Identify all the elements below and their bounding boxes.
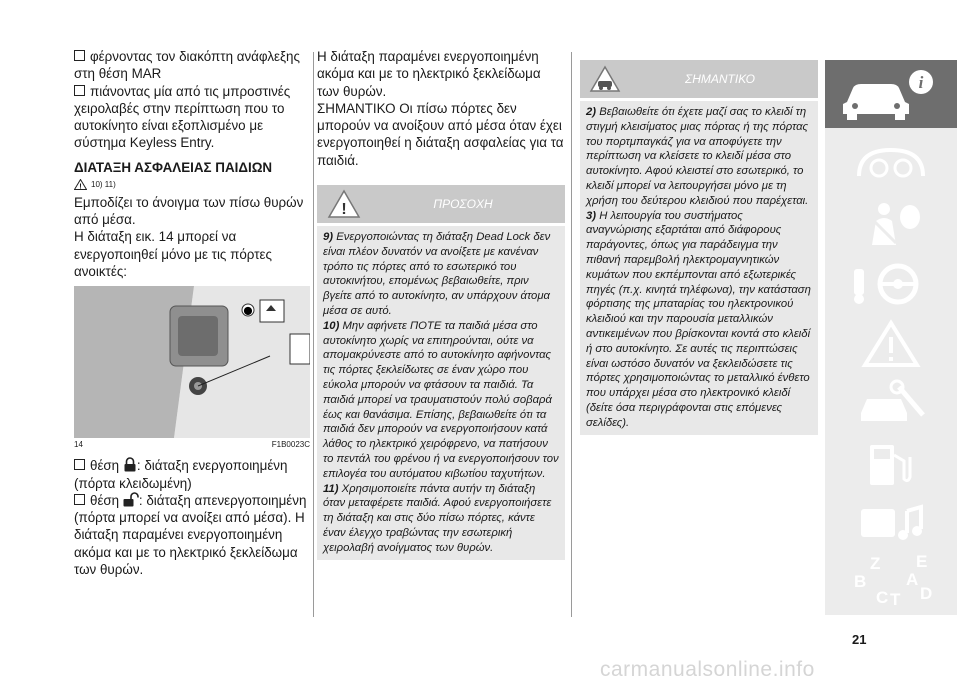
multimedia-icon	[851, 499, 931, 549]
figure-child-lock	[74, 286, 310, 438]
warning-refs	[74, 179, 310, 190]
warning-number: 10)	[323, 319, 340, 332]
figure-code: F1B0023C	[271, 440, 310, 450]
index-letter: A	[906, 570, 919, 589]
paragraph: ΣΗΜΑΝΤΙΚΟ Οι πίσω πόρτες δεν μπορούν να ανοίξουν από μέσα όταν έχει ενεργοποιηθεί η διάταξη ασφαλείας για τα παιδιά.	[317, 100, 564, 168]
sidebar-item-warnings[interactable]	[825, 312, 957, 376]
column-divider	[313, 52, 314, 617]
important-text: Η λειτουργία του συστήματος αναγνώρισης εξαρτάται από διάφορους παράγοντες, όπως για παράδειγμα την πιθανή παρεμβολή ηλεκτρομαγνητικών κυμάτων που εκπέμπονται από εξωτερικές πηγές (π.χ. κινητά τηλέφωνα), την κατάσταση φόρτισης της μπαταρίας του ηλεκτρονικού κλειδιού και την παρουσία μεταλλικών αντικειμένων που βρίσκονται κοντά στο κλειδί ή στο αυτοκίνητο. Σε αυτές τις περιπτώσεις είναι ωστόσο δυνατόν να ξεκλειδώσετε τις πόρτες χρησιμοποιώντας το μεταλλικό ένθετο που υπάρχει μέσα στο ηλεκτρονικό κλειδί (δείτε όσα περιγράφονται στις επόμενες σελίδες).	[586, 209, 811, 429]
list-item	[74, 457, 310, 492]
bullet-prefix: θέση	[90, 492, 120, 508]
list-item	[74, 492, 310, 578]
warning-number: 9)	[323, 231, 334, 244]
index-letter: T	[890, 590, 901, 609]
warning-title: ΠΡΟΣΟΧΗ	[433, 197, 493, 212]
bullet-box-icon	[74, 494, 85, 505]
warning-body	[317, 226, 565, 560]
bullet-box-icon	[74, 85, 85, 96]
warning-item	[323, 319, 559, 482]
car-lift-icon	[588, 64, 622, 94]
column-2	[317, 48, 565, 560]
column-3	[580, 60, 818, 435]
important-item	[586, 209, 812, 431]
padlock-closed-icon	[123, 457, 137, 472]
index-letter: B	[854, 572, 867, 591]
sidebar-item-safety[interactable]	[825, 192, 957, 256]
bullet-text: πιάνοντας μία από τις μπροστινές χειρολαβές στην περίπτωση που το αυτοκίνητο είναι εξοπλισμένο με σύστημα Keyless Entry.	[74, 83, 291, 151]
bullet-prefix: θέση	[90, 458, 120, 474]
warning-triangle-icon	[861, 319, 921, 369]
important-text: Βεβαιωθείτε ότι έχετε μαζί σας το κλειδί τη στιγμή κλεισίματος μιας πόρτας ή της πόρτας του πορτμπαγκάζ για να αποφύγετε την περίπτωση να κλείσετε το κλειδί μέσα στο αυτοκίνητο. Αφού κλειστεί στο εσωτερικό, το κλειδί μπορεί να λειτουργήσει μόνο με τη χρήση του δεύτερου κλειδιού που παρέχεται.	[586, 106, 809, 207]
bullet-box-icon	[74, 50, 85, 61]
warning-triangle-icon	[327, 189, 361, 219]
refs-text: 10) 11)	[91, 179, 116, 189]
important-body	[580, 101, 818, 435]
warning-item	[323, 230, 559, 319]
warning-triangle-icon	[74, 179, 87, 190]
sidebar-item-emergency[interactable]	[825, 372, 957, 436]
important-number: 2)	[586, 106, 597, 118]
column-divider	[571, 52, 572, 617]
paragraph: Η διάταξη εικ. 14 μπορεί να ενεργοποιηθεί μόνο με τις πόρτες ανοικτές:	[74, 229, 272, 279]
important-number: 3)	[586, 209, 597, 222]
index-letter: Z	[870, 554, 881, 573]
index-letters-icon	[836, 551, 946, 609]
steering-wheel-icon	[846, 259, 936, 309]
dashboard-icon	[851, 142, 931, 186]
wrench-car-icon	[851, 379, 931, 429]
important-item	[586, 105, 812, 209]
door-latch-illustration	[74, 286, 310, 438]
index-letter: E	[916, 552, 928, 571]
warning-header	[317, 185, 565, 223]
bullet-text: φέρνοντας τον διακόπτη ανάφλεξης στη θέση MAR	[74, 49, 300, 82]
svg-text:⬤: ⬤	[243, 306, 253, 316]
watermark: carmanualsonline.info	[600, 658, 815, 681]
sidebar-item-index[interactable]	[825, 550, 957, 610]
figure-caption	[74, 440, 310, 449]
important-header	[580, 60, 818, 98]
paragraph: Η διάταξη παραμένει ενεργοποιημένη ακόμα και με το ηλεκτρικό ξεκλείδωμα των θυρών.	[317, 49, 541, 99]
list-item	[74, 83, 310, 152]
bullet-suffix: : διάταξη ενεργοποιημένη (πόρτα κλειδωμένη)	[74, 458, 288, 491]
sidebar-active-tab[interactable]	[825, 60, 957, 128]
page-number: 21	[852, 632, 867, 647]
sidebar-item-starting[interactable]	[825, 252, 957, 316]
figure-number: 14	[74, 440, 83, 450]
padlock-open-icon	[123, 492, 139, 507]
index-letter: D	[920, 584, 933, 603]
section-heading: ΔΙΑΤΑΞΗ ΑΣΦΑΛΕΙΑΣ ΠΑΙΔΙΩΝ	[74, 159, 273, 175]
svg-text:i: i	[918, 73, 924, 92]
seatbelt-airbag-icon	[856, 199, 926, 249]
warning-text: Ενεργοποιώντας τη διάταξη Dead Lock δεν είναι πλέον δυνατόν να ανοίξετε με κανέναν τρόπο τις πόρτες από το εσωτερικό του αυτοκινήτου, επομένως βεβαιωθείτε, πριν βγείτε από το αυτοκίνητο, αν υπάρχουν άτομα μέσα σε αυτό.	[323, 231, 551, 318]
svg-text:!: !	[341, 201, 347, 219]
warning-number: 11)	[323, 482, 339, 495]
column-1	[74, 48, 310, 578]
warning-item	[323, 482, 559, 556]
svg-text:!: !	[79, 183, 82, 190]
list-item	[74, 48, 310, 83]
bullet-suffix: : διάταξη απενεργοποιημένη (πόρτα μπορεί να ανοίξει από μέσα). Η διάταξη παραμένει ενεργοποιημένη ακόμα και με το ηλεκτρικό ξεκλείδωμα των θυρών.	[74, 492, 307, 578]
paragraph: Εμποδίζει το άνοιγμα των πίσω θυρών από μέσα.	[74, 194, 304, 228]
sidebar-item-maintenance[interactable]	[825, 432, 957, 496]
warning-text: Χρησιμοποιείτε πάντα αυτήν τη διάταξη όταν μεταφέρετε παιδιά. Αφού ενεργοποιήσετε τη διάταξη και στις δύο πίσω πόρτες, κάντε έναν έλεγχο τραβώντας την εσωτερική χειρολαβή ανοίγματος των θυρών.	[323, 482, 552, 554]
sidebar-item-multimedia[interactable]	[825, 492, 957, 556]
sidebar-item-dashboard[interactable]	[825, 132, 957, 196]
bullet-box-icon	[74, 459, 85, 470]
warning-text: Μην αφήνετε ΠΟΤΕ τα παιδιά μέσα στο αυτοκίνητο χωρίς να επιτηρούνται, ούτε να απομακρύνεστε από το αυτοκίνητο αφήνοντας τις πόρτες ξεκλείδωτες σε έναν χώρο που εύκολα μπορούν να φτάσουν τα παιδιά. Τα παιδιά μπορεί να τραυματιστούν πολύ σοβαρά έως και θανάσιμα. Επίσης, βεβαιωθείτε ότι τα παιδιά δεν μπορούν να ενεργοποιήσουν κατά λάθος το ηλεκτρικό χειρόφρενο, να πατήσουν το πεντάλ του φρένου ή να ενεργοποιήσουν τον επιλογέα του αυτόματου κιβωτίου ταχυτήτων.	[323, 319, 559, 480]
index-letter: C	[876, 588, 889, 607]
important-title: ΣΗΜΑΝΤΙΚΟ	[685, 72, 755, 86]
car-info-icon	[825, 60, 957, 128]
chapter-sidebar	[825, 60, 957, 615]
gas-pump-icon	[856, 439, 926, 489]
